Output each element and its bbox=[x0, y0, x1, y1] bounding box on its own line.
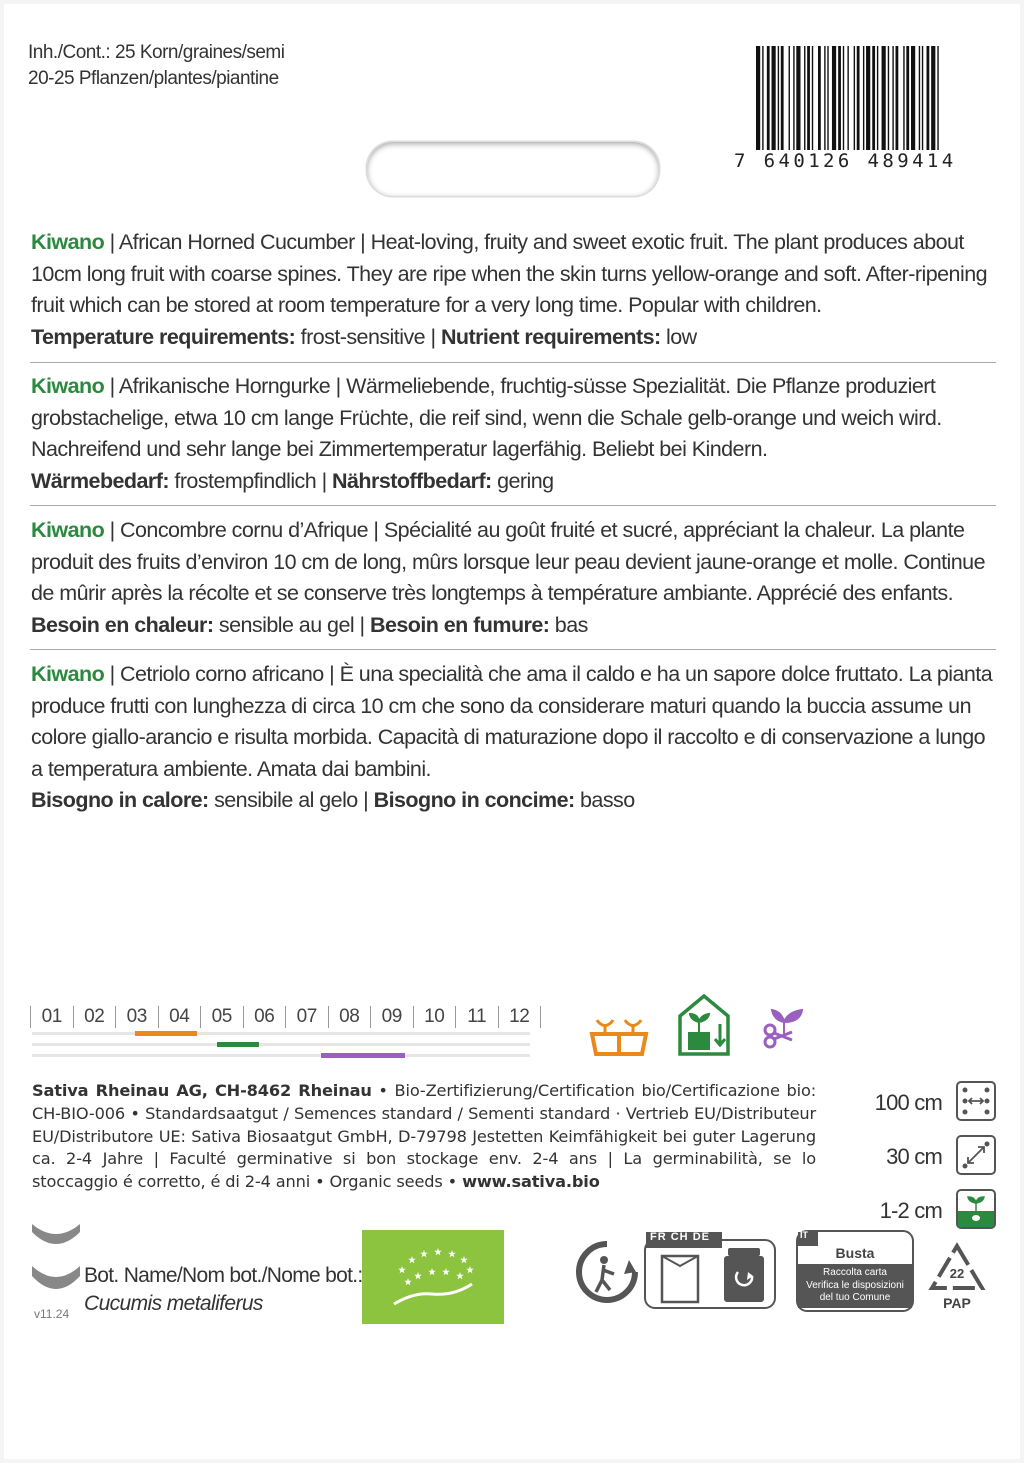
country-codes bbox=[650, 1231, 716, 1243]
requirement-label: Nährstoffbedarf: bbox=[332, 468, 492, 493]
month-label: 03 bbox=[115, 1006, 158, 1028]
pap-label: PAP bbox=[943, 1295, 971, 1311]
divider bbox=[30, 505, 996, 506]
eu-organic-logo-icon bbox=[362, 1230, 504, 1324]
month-label: 05 bbox=[200, 1006, 243, 1028]
requirement-label: Temperature requirements: bbox=[31, 324, 296, 349]
calendar-track-planting bbox=[32, 1043, 530, 1046]
month-label: 02 bbox=[73, 1006, 116, 1028]
month-label: 04 bbox=[158, 1006, 201, 1028]
requirement-value: low bbox=[660, 324, 697, 349]
it-disposal-line: del tuo Comune bbox=[819, 1292, 891, 1303]
requirement-value: basso bbox=[574, 788, 635, 812]
month-label: 06 bbox=[243, 1006, 286, 1028]
seedling-tray-icon bbox=[588, 1014, 650, 1058]
contents-info bbox=[28, 40, 284, 92]
description-german bbox=[31, 371, 997, 497]
description-english bbox=[31, 227, 997, 353]
requirement-value: frostempfindlich | bbox=[168, 468, 333, 493]
contents-plants: 20-25 Pflanzen/plantes/piantine bbox=[28, 68, 279, 89]
divider bbox=[30, 362, 996, 363]
requirement-value: bas bbox=[549, 612, 588, 637]
contents-seeds: Inh./Cont.: 25 Korn/graines/semi bbox=[28, 42, 285, 63]
sowing-depth-value: 1-2 cm bbox=[879, 1198, 942, 1223]
country-code: FR bbox=[650, 1231, 667, 1243]
botanical-label: Bot. Name/Nom bot./Nome bot.: bbox=[84, 1264, 363, 1287]
calendar-track-sowing bbox=[32, 1032, 530, 1035]
harvest-scissors-icon bbox=[762, 1006, 812, 1052]
description-text: | Concombre cornu d’Afrique | Spécialité au goût fruité et sucré, appréciant la chaleur. La plante produit des fruits d’environ 10 cm de long, mûrs lorsque leur peau devient jaune-orange et molle. Continue de mûrir après la récolte et se conserve très longtemps à température ambiante. Apprécié des enfants. bbox=[31, 518, 985, 605]
it-disposal-line: Verifica le disposizioni bbox=[806, 1279, 904, 1291]
row-spacing-icon bbox=[956, 1081, 996, 1121]
month-label: 08 bbox=[328, 1006, 371, 1028]
botanical-name: Cucumis metaliferus bbox=[84, 1292, 263, 1315]
divider bbox=[30, 649, 996, 650]
month-label: 10 bbox=[413, 1006, 456, 1028]
variety-name: Kiwano bbox=[31, 518, 105, 542]
producer-info bbox=[32, 1080, 816, 1194]
version-label: v11.24 bbox=[34, 1307, 70, 1321]
description-italian bbox=[31, 659, 997, 817]
month-label: 11 bbox=[455, 1006, 498, 1028]
month-label: 07 bbox=[285, 1006, 328, 1028]
sowing-depth-icon bbox=[956, 1189, 996, 1229]
country-code: DE bbox=[692, 1231, 710, 1243]
description-text: | Cetriolo corno africano | È una specialità che ama il caldo e ha un sapore dolce fruttato. La pianta produce frutti con lunghezza di circa 10 cm che sono da considerare maturi quando la buccia assume un colore giallo-arancio e risulta morbida. Capacità di maturazione dopo il raccolto e di conservazione a lungo a temperatura ambiente. Amata dai bambini. bbox=[31, 662, 993, 781]
sowing-indoor-bar bbox=[135, 1031, 197, 1036]
producer-company: Sativa Rheinau AG, CH-8462 Rheinau bbox=[32, 1081, 372, 1100]
variety-name: Kiwano bbox=[31, 230, 105, 254]
planting-bar bbox=[217, 1042, 259, 1047]
month-label: 12 bbox=[498, 1006, 542, 1028]
requirement-value: sensible au gel | bbox=[213, 612, 370, 637]
requirement-label: Nutrient requirements: bbox=[440, 324, 661, 349]
month-label: 09 bbox=[370, 1006, 413, 1028]
variety-name: Kiwano bbox=[31, 374, 105, 398]
requirement-label: Bisogno in calore: bbox=[31, 788, 209, 812]
it-country-code: IT bbox=[800, 1230, 808, 1240]
description-text: | Afrikanische Horngurke | Wärmeliebende, fruchtig-süsse Spezialität. Die Pflanze produziert grobstachelige, etwa 10 cm lange Früchte, die reif sind, wenn die Schale gelb-orange und weich wird. Nachreifend und sehr lange bei Zimmertemperatur lagerfähig. Beliebt bei Kindern. bbox=[31, 374, 942, 461]
hang-hole bbox=[366, 141, 660, 197]
barcode-number: 7 640126 489414 bbox=[734, 150, 957, 172]
requirement-value: gering bbox=[491, 468, 554, 493]
calendar-track-harvest bbox=[32, 1054, 530, 1057]
harvest-bar bbox=[321, 1053, 405, 1058]
it-busta-title: Busta bbox=[835, 1245, 875, 1261]
requirement-label: Besoin en fumure: bbox=[369, 612, 550, 637]
plant-spacing-value: 30 cm bbox=[886, 1144, 942, 1169]
variety-name: Kiwano bbox=[31, 662, 105, 686]
recycle-tidyman-icon bbox=[574, 1240, 640, 1304]
month-calendar bbox=[30, 1006, 541, 1028]
month-label: 01 bbox=[30, 1006, 73, 1028]
requirement-value: sensibile al gelo | bbox=[208, 788, 374, 812]
sativa-logo-icon bbox=[30, 1222, 82, 1294]
description-text: | African Horned Cucumber | Heat-loving, fruity and sweet exotic fruit. The plant produces about 10cm long fruit with coarse spines. They are ripe when the skin turns yellow-orange and soft. After-ripening fruit which can be stored at room temperature for a very long time. Popular with children. bbox=[31, 230, 988, 317]
greenhouse-planting-icon bbox=[676, 992, 732, 1058]
it-disposal-line: Raccolta carta bbox=[823, 1267, 887, 1278]
requirement-label: Besoin en chaleur: bbox=[31, 612, 214, 637]
country-code: CH bbox=[670, 1231, 689, 1243]
requirement-label: Bisogno in concime: bbox=[373, 788, 575, 812]
producer-website: www.sativa.bio bbox=[462, 1172, 600, 1192]
it-disposal-text bbox=[796, 1267, 914, 1305]
barcode-icon bbox=[756, 46, 990, 150]
producer-text: • Bio-Zertifizierung/Certification bio/Certificazione bio: CH-BIO-006 • Standardsaatgut / Semences standard / Sementi standard · Vertrieb EU/Distributeur EU/Distributore UE: Sativa Biosaatgut GmbH, D-79798 Jestetten Keimfähigkeit bei guter Lagerung ca. 2-4 Jahre | Faculté germinative si bon stockage env. 2-4 ans | La germinabilità, se lo stoccaggio é corretto, é di 2-4 anni • Organic seeds • bbox=[32, 1081, 816, 1192]
plant-spacing-icon bbox=[956, 1135, 996, 1175]
row-spacing-value: 100 cm bbox=[874, 1090, 942, 1115]
requirement-label: Wärmebedarf: bbox=[31, 468, 169, 493]
pap-number: 22 bbox=[949, 1266, 965, 1281]
description-french bbox=[31, 515, 997, 641]
requirement-value: frost-sensitive | bbox=[295, 324, 441, 349]
